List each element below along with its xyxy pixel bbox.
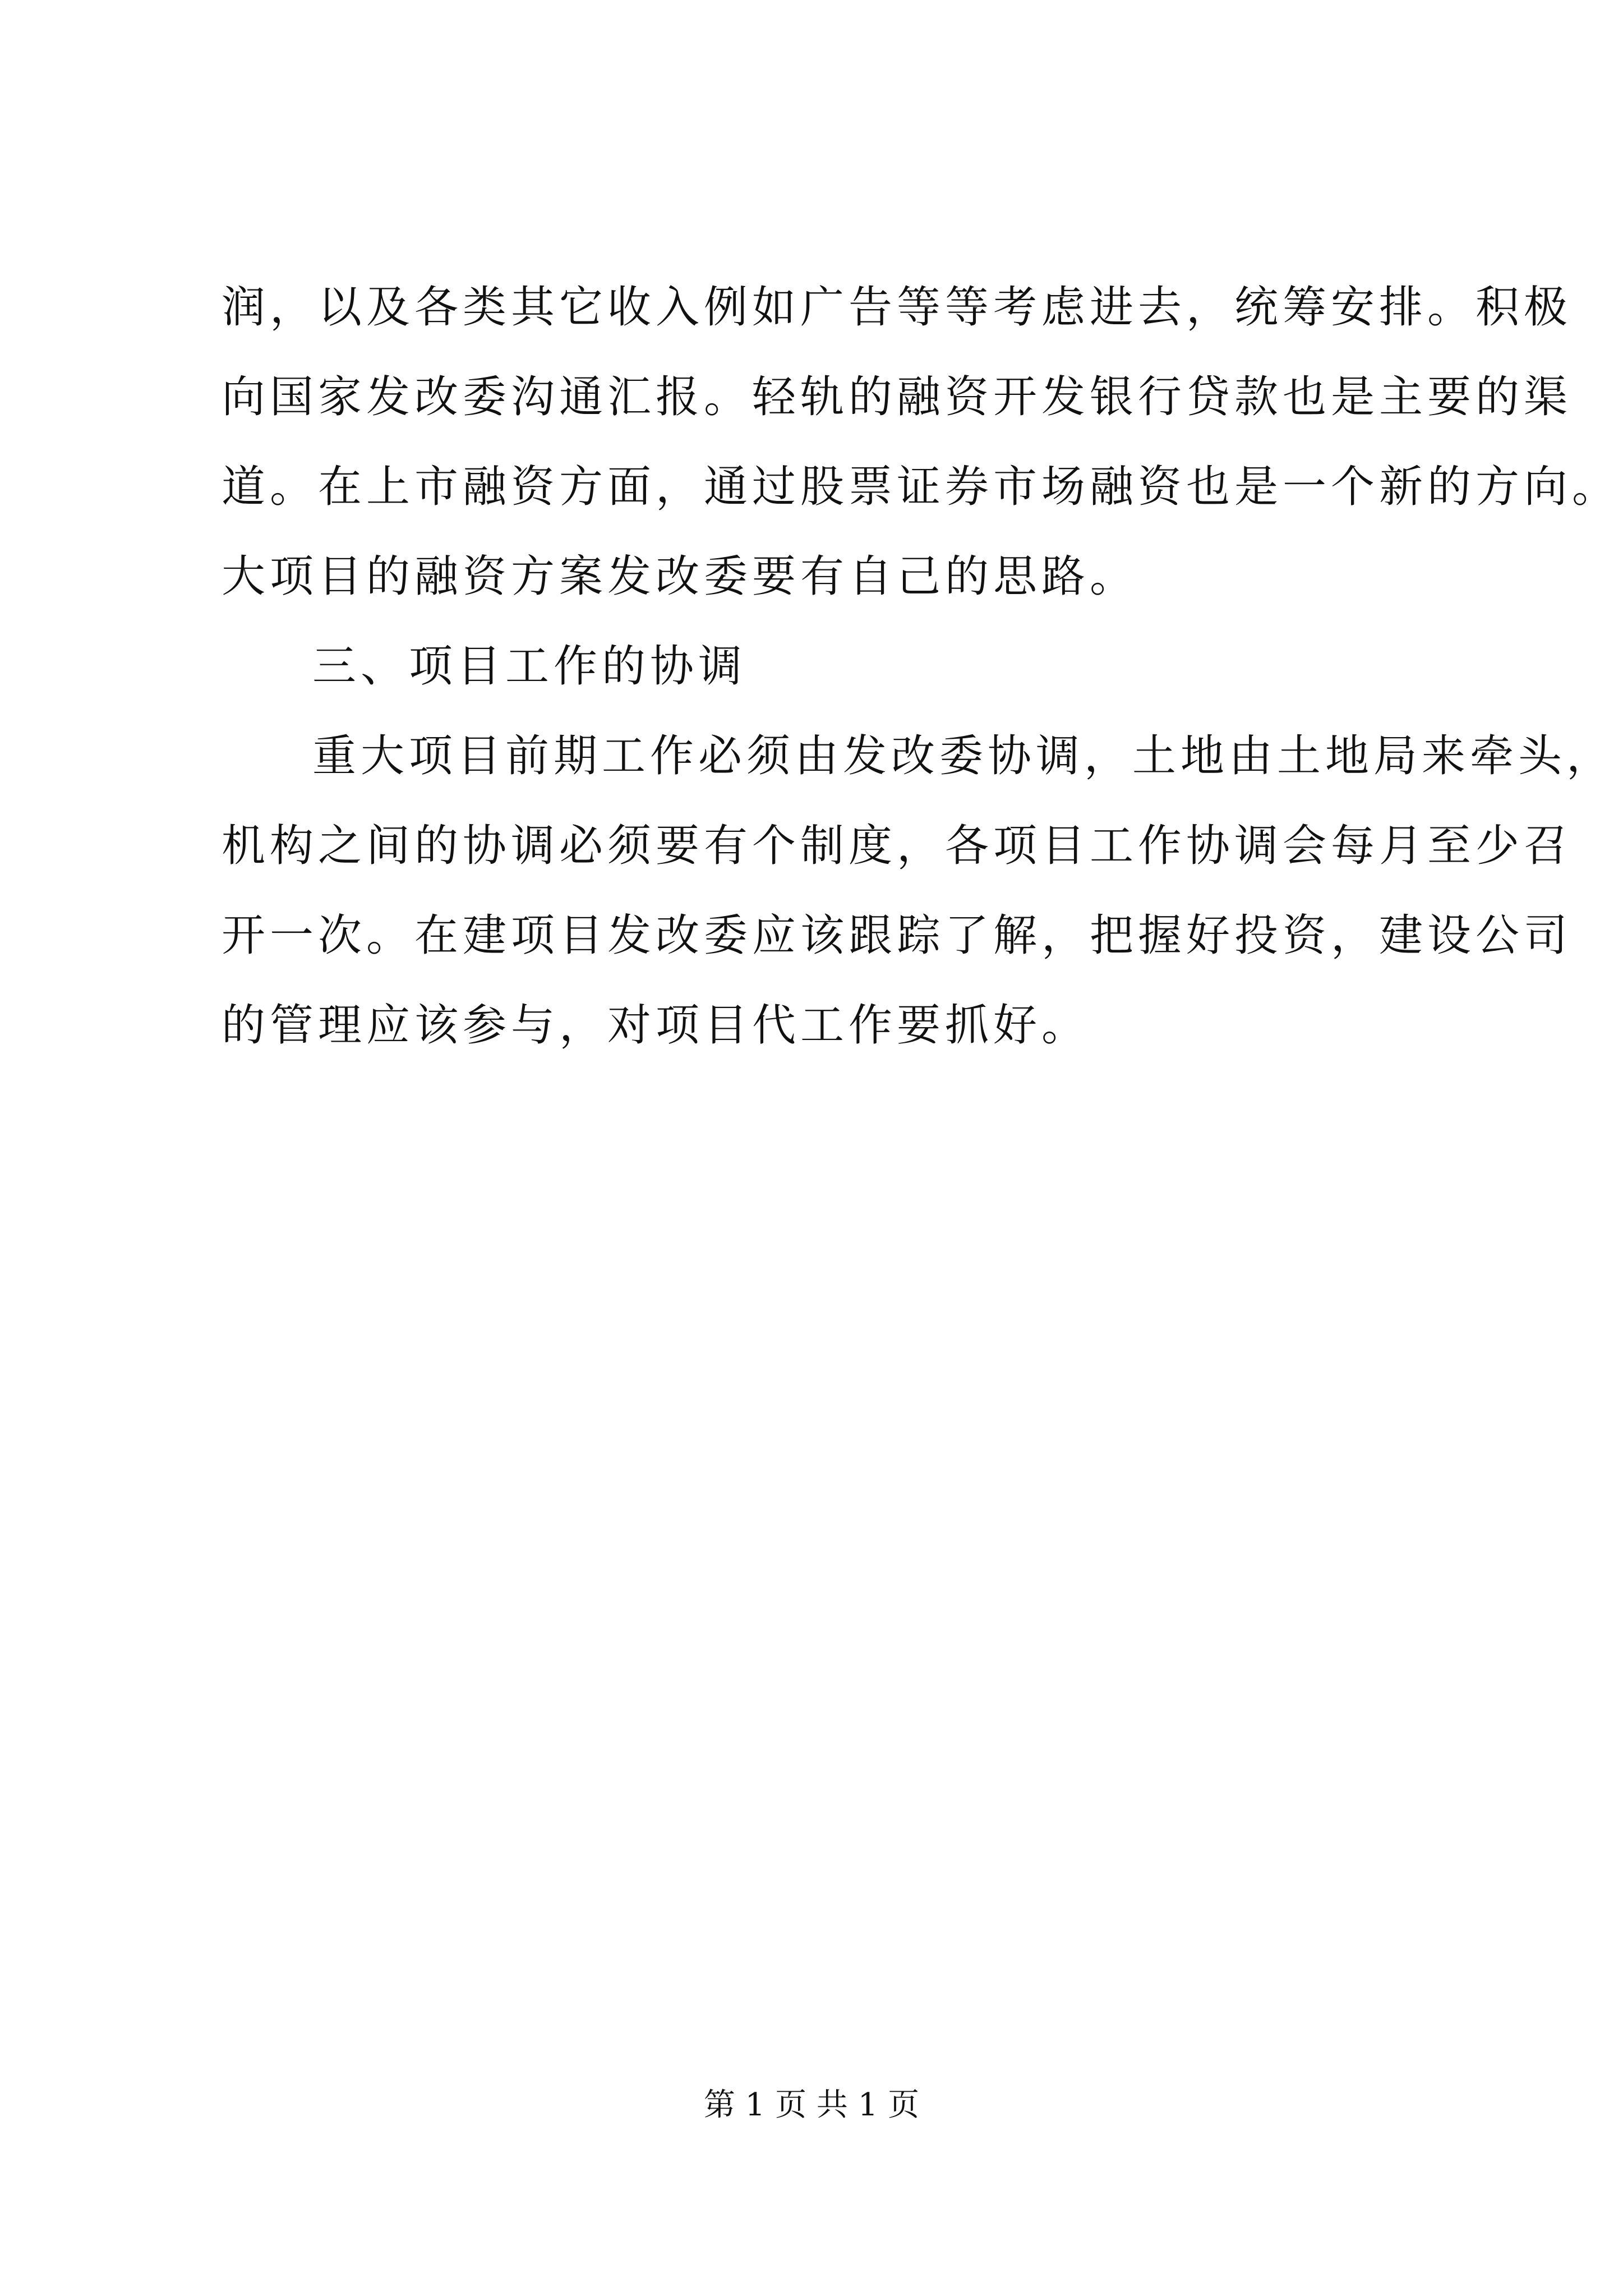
text-line: 的管理应该参与，对项目代工作要抓好。 [222, 1000, 1090, 1051]
text-line: 道。在上市融资方面，通过股票证券市场融资也是一个新的方向。 [222, 462, 1621, 512]
body-text [222, 263, 1621, 1070]
text-line: 向国家发改委沟通汇报。轻轨的融资开发银行贷款也是主要的渠 [222, 372, 1573, 422]
page-number-footer: 第 1 页 共 1 页 [703, 2087, 920, 2123]
section-heading: 三、项目工作的协调 [312, 641, 747, 692]
text-line: 重大项目前期工作必须由发改委协调，土地由土地局来牵头， [312, 731, 1615, 781]
text-line: 开一次。在建项目发改委应该跟踪了解，把握好投资，建设公司 [222, 910, 1573, 961]
text-line: 大项目的融资方案发改委要有自己的思路。 [222, 551, 1138, 602]
text-line: 润，以及各类其它收入例如广告等等考虑进去，统筹安排。积极 [222, 282, 1573, 333]
text-line: 机构之间的协调必须要有个制度，各项目工作协调会每月至少召 [222, 821, 1573, 871]
